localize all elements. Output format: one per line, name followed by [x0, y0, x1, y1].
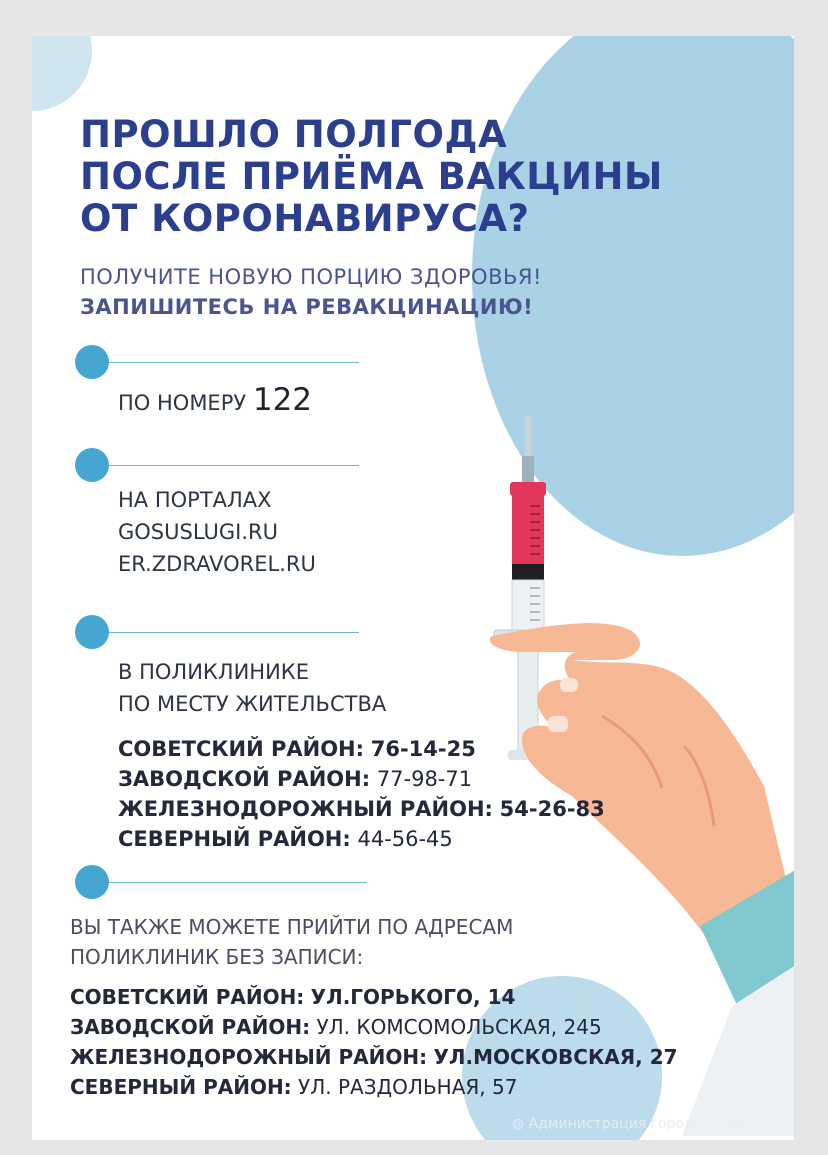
walkin-line-1: ВЫ ТАКЖЕ МОЖЕТЕ ПРИЙТИ ПО АДРЕСАМ [70, 915, 514, 939]
district-phone: 44-56-45 [357, 827, 453, 851]
district-name: СОВЕТСКИЙ РАЙОН: [118, 737, 365, 761]
subtitle-line-1: ПОЛУЧИТЕ НОВУЮ ПОРЦИЮ ЗДОРОВЬЯ! [80, 265, 542, 289]
subtitle-line-2: ЗАПИШИТЕСЬ НА РЕВАКЦИНАЦИЮ! [80, 295, 534, 319]
title-line: ОТ КОРОНАВИРУСА? [80, 197, 530, 240]
decor-circle-top-left [32, 36, 92, 111]
walkin-section [70, 912, 513, 972]
clinic-line-2: ПО МЕСТУ ЖИТЕЛЬСТВА [118, 692, 387, 716]
portals-label: НА ПОРТАЛАХ [118, 488, 272, 512]
district-phone: 77-98-71 [376, 767, 473, 791]
bullet-dot [75, 865, 109, 899]
address-district: СЕВЕРНЫЙ РАЙОН: [70, 1075, 292, 1099]
address-district: СОВЕТСКИЙ РАЙОН: [70, 985, 305, 1009]
divider-line [109, 882, 367, 883]
walkin-addresses [70, 982, 678, 1102]
district-row [118, 824, 605, 854]
divider-line [109, 632, 359, 633]
district-name: ЖЕЛЕЗНОДОРОЖНЫЙ РАЙОН: [118, 797, 493, 821]
portals-section [118, 484, 316, 580]
address-district: ЗАВОДСКОЙ РАЙОН: [70, 1015, 311, 1039]
watermark [512, 1116, 744, 1132]
portal-link[interactable]: GOSUSLUGI.RU [118, 520, 278, 544]
divider-line [109, 362, 359, 363]
address-street: УЛ. РАЗДОЛЬНАЯ, 57 [298, 1075, 518, 1099]
district-name: ЗАВОДСКОЙ РАЙОН: [118, 767, 371, 791]
address-row [70, 1012, 678, 1042]
bullet-dot [75, 345, 109, 379]
address-row [70, 982, 678, 1012]
title-line: ПОСЛЕ ПРИЁМА ВАКЦИНЫ [80, 155, 663, 198]
district-row [118, 794, 605, 824]
vaccination-poster [32, 36, 794, 1140]
address-row [70, 1042, 678, 1072]
district-phone: 76-14-25 [370, 737, 476, 761]
district-phones [118, 734, 605, 854]
address-street: УЛ.МОСКОВСКАЯ, 27 [433, 1045, 678, 1069]
poster-title [80, 114, 663, 240]
district-row [118, 764, 605, 794]
watermark-text: Администрация города Орла [528, 1116, 745, 1132]
bullet-dot [75, 615, 109, 649]
district-phone: 54-26-83 [499, 797, 605, 821]
divider-line [109, 465, 359, 466]
title-line: ПРОШЛО ПОЛГОДА [80, 113, 508, 156]
address-street: УЛ.ГОРЬКОГО, 14 [310, 985, 516, 1009]
bullet-dot [75, 448, 109, 482]
phone-label: ПО НОМЕРУ [118, 391, 247, 415]
phone-section [118, 384, 312, 419]
clinic-section [118, 656, 386, 720]
district-name: СЕВЕРНЫЙ РАЙОН: [118, 827, 351, 851]
globe-icon: ◍ [512, 1116, 525, 1132]
district-row [118, 734, 605, 764]
portal-link[interactable]: ER.ZDRAVOREL.RU [118, 552, 316, 576]
subtitle [80, 262, 542, 322]
address-row [70, 1072, 678, 1102]
clinic-line-1: В ПОЛИКЛИНИКЕ [118, 660, 309, 684]
address-district: ЖЕЛЕЗНОДОРОЖНЫЙ РАЙОН: [70, 1045, 428, 1069]
walkin-line-2: ПОЛИКЛИНИК БЕЗ ЗАПИСИ: [70, 945, 364, 969]
address-street: УЛ. КОМСОМОЛЬСКАЯ, 245 [316, 1015, 602, 1039]
phone-number: 122 [252, 382, 313, 418]
